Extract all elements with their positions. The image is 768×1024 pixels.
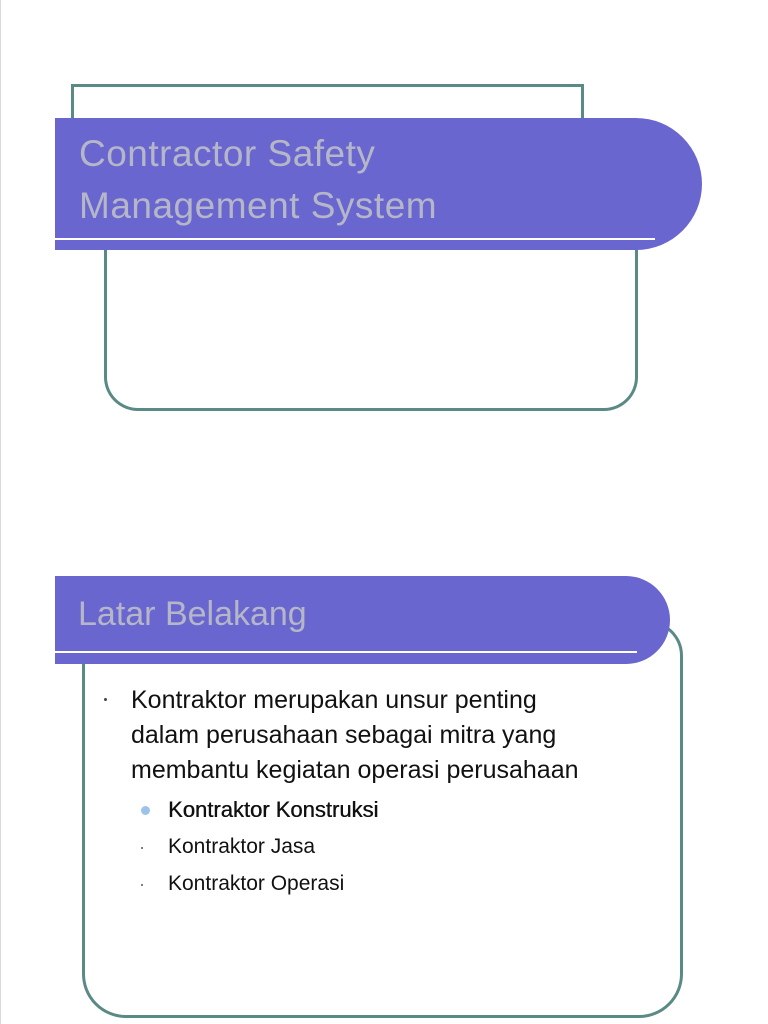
main-bullet-line-2: dalam perusahaan sebagai mitra yang: [131, 721, 557, 749]
main-bullet-line-3: membantu kegiatan operasi perusahaan: [131, 756, 579, 784]
slide-1-banner-rule: [55, 238, 655, 240]
slide-1-frame-bottom: [104, 232, 638, 411]
slide-2-banner-rule: [55, 651, 637, 653]
small-bullet-icon: [141, 847, 143, 849]
sub-bullet-item: [139, 870, 639, 907]
sub-bullet-item: [139, 796, 639, 833]
small-bullet-icon: [141, 884, 143, 886]
main-bullet: [104, 683, 664, 788]
sub-bullet-label: Kontraktor Konstruksi: [168, 797, 379, 822]
main-bullet-text: [131, 683, 664, 788]
slide-2-title: Latar Belakang: [78, 595, 307, 633]
main-bullet-line-1: Kontraktor merupakan unsur penting: [131, 686, 537, 714]
blue-bullet-icon: [141, 806, 150, 815]
slide-1-title: [79, 128, 437, 232]
sub-bullet-label: Kontraktor Jasa: [168, 835, 316, 858]
slide-1-title-line-2: Management System: [79, 185, 438, 226]
slide-1-title-line-1: Contractor Safety: [79, 133, 376, 174]
sub-bullet-item: [139, 833, 639, 870]
bullet-dot-icon: [104, 698, 107, 701]
page-left-edge: [0, 0, 1, 1024]
sub-bullet-label: Kontraktor Operasi: [168, 872, 345, 895]
sub-bullet-list: [139, 796, 639, 907]
